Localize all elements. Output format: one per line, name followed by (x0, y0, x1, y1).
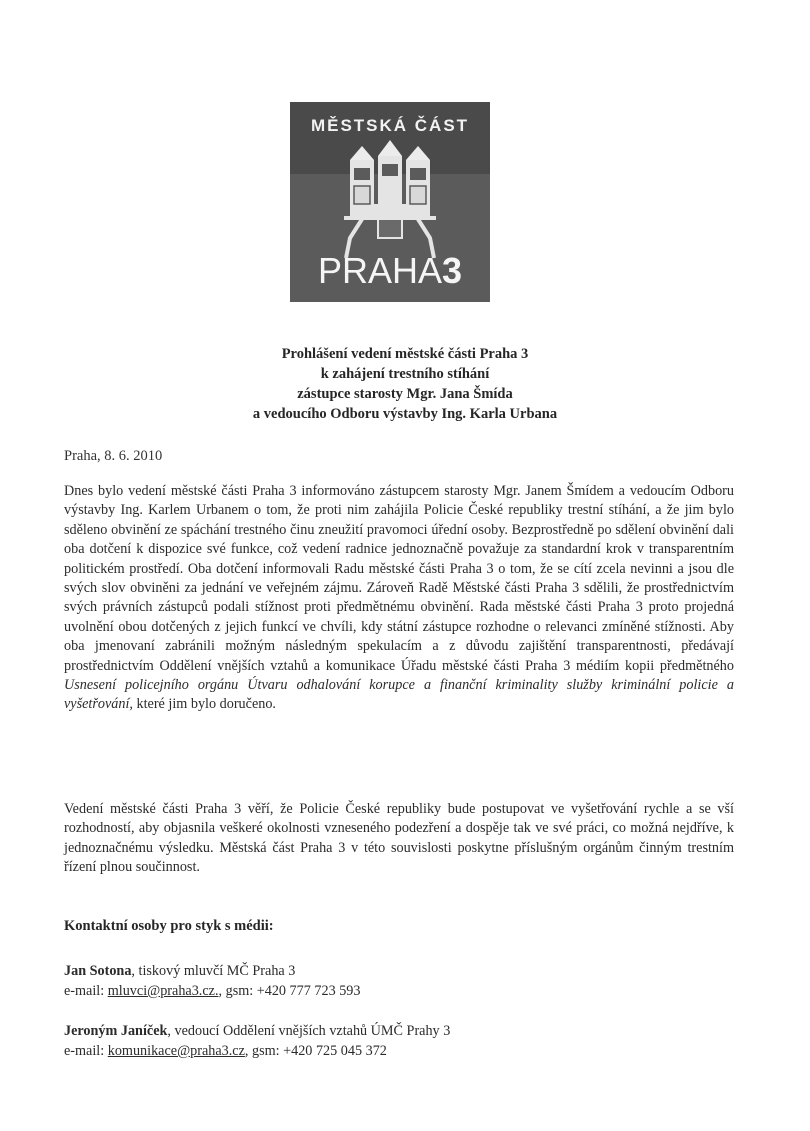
document-date: Praha, 8. 6. 2010 (64, 448, 163, 464)
email-link[interactable]: mluvci@praha3.cz. (107, 983, 219, 999)
contacts-heading: Kontaktní osoby pro styk s médii: (64, 918, 274, 934)
email-prefix: e-mail: (64, 1043, 108, 1059)
contact-role: , vedoucí Oddělení vnějších vztahů ÚMČ Prahy 3 (167, 1023, 451, 1039)
logo-number: 3 (442, 250, 463, 291)
praha3-logo (290, 102, 490, 302)
logo-word: PRAHA (317, 250, 442, 291)
paragraph-1-text: Dnes bylo vedení městské části Praha 3 informováno zástupcem starosty Mgr. Janem Šmídem a vedoucím Odboru výstavby Ing. Karlem Urbanem o tom, že proti nim zahájila Policie České republiky trestní stíhání, a že jim bylo sděleno obvinění ze spáchání trestného činu zneužití pravomoci úřední osoby. Bezprostředně po sdělení obvinění dali oba dotčení k dispozice své funkce, což vedení radnice jednoznačně považuje za standardní krok v transparentním politickém prostředí. Oba dotčení informovali Radu městské části Praha 3 o tom, že se cítí zcela nevinni a jsou dle svých slov obviněni za jednání ve veřejném zájmu. Zároveň Radě Městské části Praha 3 sdělili, že prostřednictvím svých právních zástupců podali stížnost proti předmětnému obvinění. Rada městské části Praha 3 proto projedná uvolnění obou dotčených z jejich funkcí ve chvíli, kdy státní zástupce rozhodne o relevanci zmíněné stížnosti. Aby oba jmenovaní zabránili možným následným spekulacím a z důvodu zajištění transparentnosti, předávají prostřednictvím Oddělení vnějších vztahů a komunikace Úřadu městské části Praha 3 médiím kopii předmětného (64, 483, 734, 674)
contact-line (64, 1021, 450, 1041)
contact-phone: , gsm: +420 777 723 593 (218, 983, 361, 999)
contact-line (64, 1041, 450, 1061)
contact-name: Jeroným Janíček (64, 1023, 168, 1039)
email-prefix: e-mail: (64, 983, 108, 999)
contact-line (64, 961, 361, 981)
contact-phone: , gsm: +420 725 045 372 (244, 1043, 387, 1059)
contact-name: Jan Sotona (64, 963, 132, 979)
title-line: Prohlášení vedení městské části Praha 3 (281, 346, 529, 362)
paragraph-1-tail: které jim bylo doručeno. (136, 696, 276, 713)
title-line: zástupce starosty Mgr. Jana Šmída (297, 386, 513, 402)
title-line: k zahájení trestního stíhání (320, 366, 490, 382)
logo-top-text: MĚSTSKÁ ČÁST (310, 116, 470, 135)
contact-block (64, 961, 361, 1001)
coat-of-arms-icon (338, 138, 442, 262)
paragraph-1-italic: Usnesení policejního orgánu Útvaru odhalování korupce a finanční kriminality služby kriminální policie a vyšetřování, (64, 677, 734, 713)
document-title (140, 344, 670, 424)
contact-role: , tiskový mluvčí MČ Praha 3 (131, 963, 296, 979)
paragraph-1 (64, 482, 734, 715)
paragraph-2: Vedení městské části Praha 3 věří, že Policie České republiky bude postupovat ve vyšetřování rychle a se vší rozhodností, aby objasnila veškeré okolnosti vzneseného podezření a dospěje tak ve své práci, co možná nejdříve, k jednoznačnému výsledku. Městská část Praha 3 v této souvislosti poskytne příslušným orgánům činným trestním řízení plnou součinnost. (64, 801, 734, 876)
contact-line (64, 981, 361, 1001)
email-link[interactable]: komunikace@praha3.cz (107, 1043, 245, 1059)
contact-block (64, 1021, 450, 1061)
title-line: a vedoucího Odboru výstavby Ing. Karla Urbana (252, 406, 558, 422)
logo-bottom-text (290, 250, 490, 292)
